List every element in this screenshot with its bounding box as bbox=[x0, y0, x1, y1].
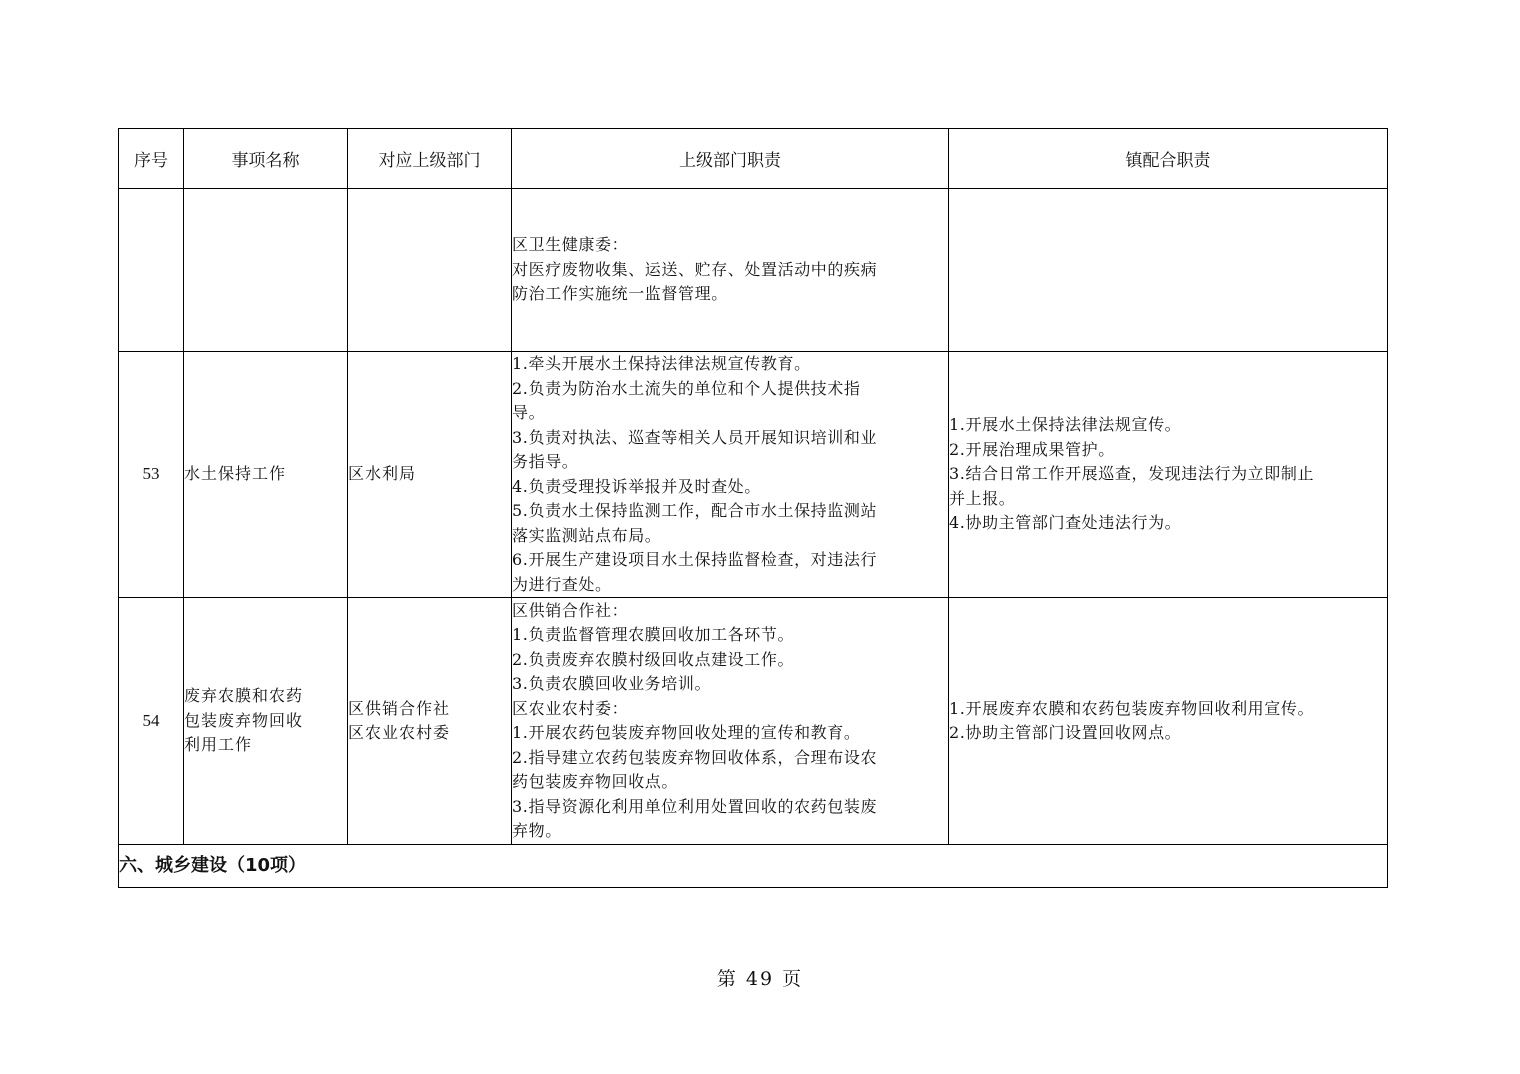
name-line: 利用工作 bbox=[184, 735, 253, 755]
row-town bbox=[949, 189, 1388, 352]
duty-line: 区卫生健康委： bbox=[512, 235, 629, 255]
row-seq bbox=[119, 189, 184, 352]
town-line: 1.开展废弃农膜和农药包装废弃物回收利用宣传。 bbox=[949, 698, 1315, 718]
name-line: 包装废弃物回收 bbox=[184, 710, 304, 730]
table-row bbox=[119, 189, 1388, 352]
duty-line: 弃物。 bbox=[512, 821, 562, 840]
duty-line: 对医疗废物收集、运送、贮存、处置活动中的疾病 bbox=[512, 259, 878, 279]
header-dept: 对应上级部门 bbox=[348, 129, 512, 189]
row-dept bbox=[348, 189, 512, 352]
dept-line: 区农业农村委 bbox=[348, 723, 451, 742]
duty-line: 区供销合作社： bbox=[512, 600, 629, 620]
table-row bbox=[119, 352, 1388, 598]
duty-line: 5.负责水土保持监测工作，配合市水土保持监测站 bbox=[512, 501, 878, 520]
duty-line: 药包装废弃物回收点。 bbox=[512, 772, 679, 791]
duty-line: 3.负责对执法、巡查等相关人员开展知识培训和业 bbox=[512, 427, 878, 447]
duty-line: 1.牵头开展水土保持法律法规宣传教育。 bbox=[512, 354, 811, 373]
row-name bbox=[184, 189, 348, 352]
section-row bbox=[119, 845, 1388, 888]
duty-line: 落实监测站点布局。 bbox=[512, 525, 662, 545]
section-title: 六、城乡建设（10项） bbox=[119, 845, 1388, 888]
header-seq: 序号 bbox=[119, 129, 184, 189]
row-dept bbox=[348, 598, 512, 845]
duty-line: 6.开展生产建设项目水土保持监督检查，对违法行 bbox=[512, 550, 878, 569]
page-number: 第 49 页 bbox=[716, 968, 804, 990]
town-line: 1.开展水土保持法律法规宣传。 bbox=[949, 415, 1182, 435]
duty-line: 4.负责受理投诉举报并及时查处。 bbox=[512, 476, 761, 496]
name-line: 水土保持工作 bbox=[184, 464, 287, 484]
row-duty bbox=[512, 598, 949, 845]
duty-line: 区农业农村委： bbox=[512, 698, 629, 718]
row-seq: 53 bbox=[119, 352, 184, 598]
duty-line: 2.指导建立农药包装废弃物回收体系，合理布设农 bbox=[512, 747, 878, 767]
town-line: 4.协助主管部门查处违法行为。 bbox=[949, 513, 1182, 533]
dept-line: 区供销合作社 bbox=[348, 698, 451, 718]
row-town bbox=[949, 352, 1388, 598]
dept-line: 区水利局 bbox=[348, 464, 417, 484]
town-line: 2.协助主管部门设置回收网点。 bbox=[949, 723, 1182, 742]
row-seq: 54 bbox=[119, 598, 184, 845]
duty-line: 1.开展农药包装废弃物回收处理的宣传和教育。 bbox=[512, 723, 861, 742]
row-dept bbox=[348, 352, 512, 598]
duty-line: 3.指导资源化利用单位利用处置回收的农药包装废 bbox=[512, 796, 878, 816]
row-duty bbox=[512, 189, 949, 352]
town-line: 2.开展治理成果管护。 bbox=[949, 439, 1115, 459]
duty-line: 2.负责为防治水土流失的单位和个人提供技术指 bbox=[512, 378, 861, 398]
header-name: 事项名称 bbox=[184, 129, 348, 189]
duty-line: 务指导。 bbox=[512, 452, 579, 471]
duty-line: 2.负责废弃农膜村级回收点建设工作。 bbox=[512, 649, 795, 669]
row-duty bbox=[512, 352, 949, 598]
table-row bbox=[119, 598, 1388, 845]
town-line: 3.结合日常工作开展巡查，发现违法行为立即制止 bbox=[949, 464, 1315, 484]
duty-line: 导。 bbox=[512, 403, 546, 422]
row-name bbox=[184, 598, 348, 845]
table-header-row bbox=[119, 129, 1388, 189]
responsibility-table bbox=[118, 128, 1388, 888]
name-line: 废弃农膜和农药 bbox=[184, 686, 304, 706]
duty-line: 1.负责监督管理农膜回收加工各环节。 bbox=[512, 625, 795, 644]
duty-line: 为进行查处。 bbox=[512, 574, 612, 594]
row-name bbox=[184, 352, 348, 598]
row-town bbox=[949, 598, 1388, 845]
town-line: 并上报。 bbox=[949, 488, 1016, 508]
duty-line: 3.负责农膜回收业务培训。 bbox=[512, 674, 712, 693]
duty-line: 防治工作实施统一监督管理。 bbox=[512, 284, 728, 304]
header-town: 镇配合职责 bbox=[949, 129, 1388, 189]
header-duty: 上级部门职责 bbox=[512, 129, 949, 189]
